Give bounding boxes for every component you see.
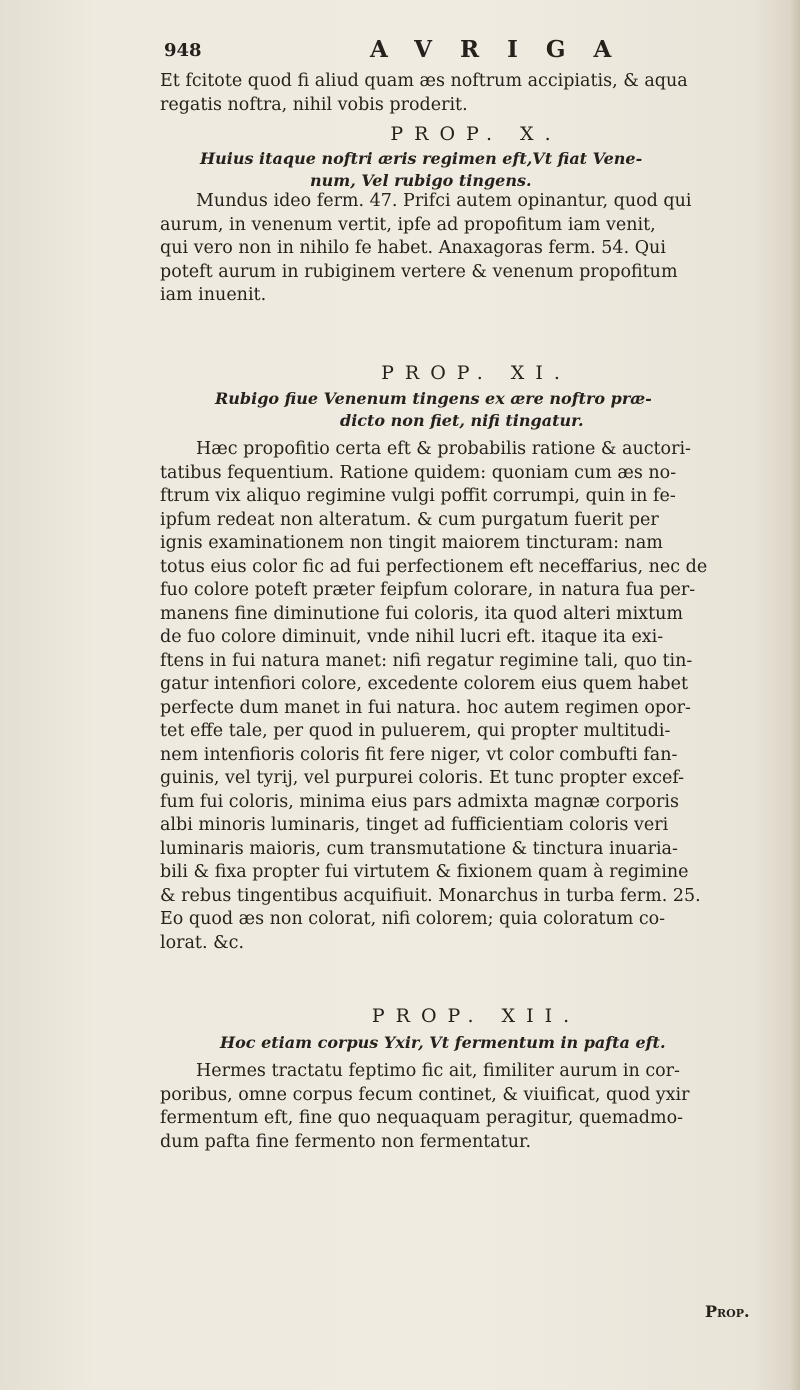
opening-paragraph (160, 70, 792, 117)
motto-line: num, Vel rubigo tingens. (310, 171, 532, 190)
motto-line: Hoc etiam corpus Yxir, Vt fermentum in pafta eft. (220, 1033, 666, 1052)
text-line: & rebus tingentibus acquifiuit. Monarchus in turba ferm. 25. (160, 885, 701, 906)
text-line: nem intenfioris coloris fit fere niger, vt color combufti fan- (160, 744, 678, 765)
text-line: regatis noftra, nihil vobis proderit. (160, 94, 468, 115)
text-line: iam inuenit. (160, 285, 267, 305)
text-line: poribus, omne corpus fecum continet, & viuificat, quod yxir (160, 1084, 690, 1105)
text-line: aurum, in venenum vertit, ipfe ad propofitum iam venit, (160, 214, 656, 235)
text-line: qui vero non in nihilo fe habet. Anaxagoras ferm. 54. Qui (160, 238, 666, 258)
text-line: ignis examinationem non tingit maiorem tincturam: nam (160, 533, 663, 553)
text-line: lorat. &c. (160, 932, 245, 953)
text-line: Et fcitote quod fi aliud quam æs noftrum accipiatis, & aqua (160, 71, 688, 91)
text-line: Mundus ideo ferm. 47. Prifci autem opinantur, quod qui (196, 191, 692, 211)
motto-line: dicto non fiet, nifi tingatur. (340, 411, 584, 430)
text-line: ftrum vix aliquo regimine vulgi poffit corrumpi, quin in fe- (160, 486, 676, 506)
page-header (160, 36, 800, 70)
text-line: tatibus fequentium. Ratione quidem: quoniam cum æs no- (160, 462, 677, 483)
text-line: luminaris maioris, cum transmutatione & tinctura inuaria- (160, 838, 678, 859)
text-line: gatur intenfiori colore, excedente colorem eius quem habet (160, 674, 689, 694)
prop-10-motto (160, 148, 792, 192)
text-line: de fuo colore diminuit, vnde nihil lucri eft. itaque ita exi- (160, 627, 664, 647)
prop-12-text (160, 1060, 792, 1154)
prop-11-heading: PROP. XI. (381, 362, 571, 384)
prop-11-text (160, 438, 792, 955)
text-line: ftens in fui natura manet: nifi regatur regimine tali, quo tin- (160, 650, 693, 671)
prop-10-heading: PROP. X. (390, 123, 562, 145)
text-line: poteft aurum in rubiginem vertere & venenum propofitum (160, 261, 678, 282)
text-line: guinis, vel tyrij, vel purpurei coloris. Et tunc propter excef- (160, 768, 685, 788)
catchword: Prop. (705, 1302, 750, 1321)
text-line: totus eius color fic ad fui perfectionem eft neceffarius, nec de (160, 556, 708, 577)
text-line: manens fine diminutione fui coloris, ita quod alteri mixtum (160, 603, 683, 624)
page-number: 948 (164, 40, 202, 61)
prop-12-heading: PROP. XII. (371, 1005, 581, 1027)
motto-line: Rubigo fiue Venenum tingens ex ære noftro præ- (215, 389, 652, 408)
text-line: albi minoris luminaris, tinget ad fufficientiam coloris veri (160, 815, 669, 835)
text-line: ipfum redeat non alteratum. & cum purgatum fuerit per (160, 509, 659, 530)
text-line: Hermes tractatu feptimo fic ait, fimiliter aurum in cor- (196, 1061, 680, 1081)
page-edge-shadow (790, 0, 800, 1390)
text-line: fermentum eft, fine quo nequaquam peragitur, quemadmo- (160, 1108, 684, 1128)
text-line: bili & fixa propter fui virtutem & fixionem quam à regimine (160, 862, 689, 882)
text-line: dum pafta fine fermento non fermentatur. (160, 1131, 532, 1152)
text-line: Hæc propofitio certa eft & probabilis ratione & auctori- (196, 439, 691, 459)
prop-11-motto (160, 388, 792, 432)
text-line: perfecte dum manet in fui natura. hoc autem regimen opor- (160, 697, 691, 718)
text-line: Eo quod æs non colorat, nifi colorem; quia coloratum co- (160, 909, 666, 929)
prop-10-text (160, 190, 792, 308)
prop-12-motto (160, 1032, 792, 1054)
running-title: AVRIGA (370, 36, 640, 63)
motto-line: Huius itaque noftri æris regimen eft,Vt fiat Vene- (200, 149, 643, 168)
text-line: tet effe tale, per quod in puluerem, qui propter multitudi- (160, 721, 671, 741)
text-line: fum fui coloris, minima eius pars admixta magnæ corporis (160, 791, 679, 812)
text-line: fuo colore poteft præter feipfum colorare, in natura fua per- (160, 580, 696, 600)
